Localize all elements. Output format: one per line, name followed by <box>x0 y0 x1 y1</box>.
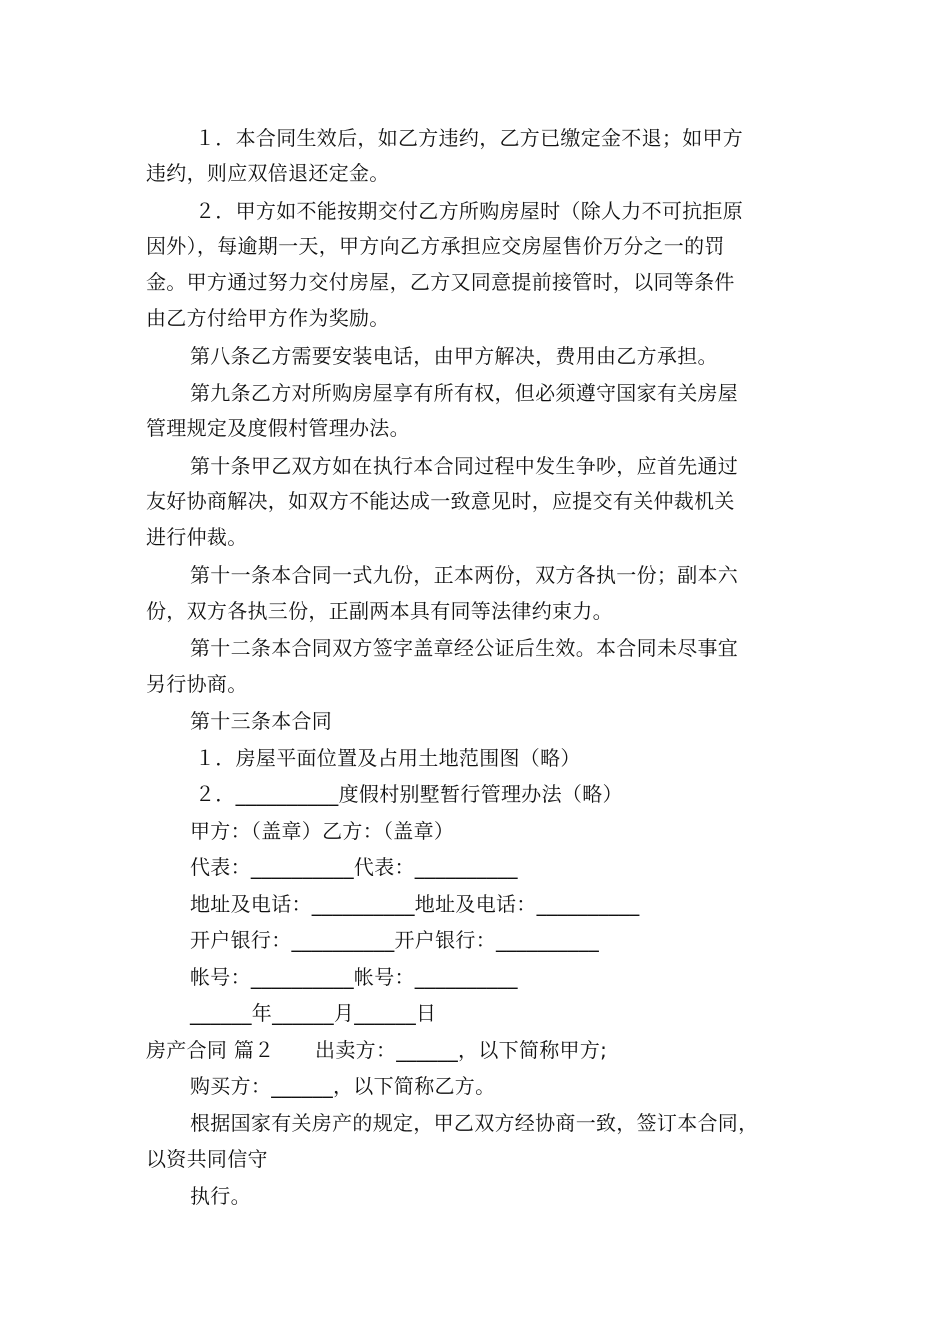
paragraph-line: 由乙方付给甲方作为奖励。 <box>146 306 390 330</box>
signature-line: 开户银行：__________开户银行：__________ <box>190 928 599 952</box>
section-heading-line: 房产合同 篇２ 出卖方：______，以下简称甲方; <box>146 1038 608 1062</box>
paragraph-line: ２．__________度假村别墅暂行管理办法（略） <box>195 782 623 806</box>
date-line: ______年______月______日 <box>190 1001 437 1025</box>
signature-line: 地址及电话：__________地址及电话：__________ <box>190 892 640 916</box>
paragraph-line: 违约，则应双倍退还定金。 <box>146 161 390 185</box>
paragraph-line: 第十三条本合同 <box>190 709 333 733</box>
paragraph-line: 进行仲裁。 <box>146 525 248 549</box>
paragraph-line: １．本合同生效后，如乙方违约，乙方已缴定金不退；如甲方 <box>195 126 744 150</box>
paragraph-line: 另行协商。 <box>146 672 248 696</box>
paragraph-line: 管理规定及度假村管理办法。 <box>146 416 410 440</box>
paragraph-line: 购买方：______，以下简称乙方。 <box>190 1074 496 1098</box>
paragraph-line: 第八条乙方需要安装电话，由甲方解决，费用由乙方承担。 <box>190 344 718 368</box>
paragraph-line: 第十条甲乙双方如在执行本合同过程中发生争吵，应首先通过 <box>190 454 739 478</box>
paragraph-line: 第十一条本合同一式九份，正本两份，双方各执一份；副本六 <box>190 563 739 587</box>
paragraph-line: ２．甲方如不能按期交付乙方所购房屋时（除人力不可抗拒原 <box>195 199 744 223</box>
paragraph-line: １．房屋平面位置及占用土地范围图（略） <box>195 746 581 770</box>
paragraph-line: 友好协商解决，如双方不能达成一致意见时，应提交有关仲裁机关 <box>146 489 735 513</box>
signature-line: 帐号：__________帐号：__________ <box>190 965 518 989</box>
paragraph-line: 以资共同信守 <box>146 1147 268 1171</box>
paragraph-line: 执行。 <box>190 1184 251 1208</box>
paragraph-line: 第九条乙方对所购房屋享有所有权，但必须遵守国家有关房屋 <box>190 381 739 405</box>
signature-line: 甲方：（盖章）乙方：（盖章） <box>190 819 455 843</box>
paragraph-line: 因外），每逾期一天，甲方向乙方承担应交房屋售价万分之一的罚 <box>146 234 725 258</box>
paragraph-line: 份，双方各执三份，正副两本具有同等法律约束力。 <box>146 599 613 623</box>
paragraph-line: 第十二条本合同双方签字盖章经公证后生效。本合同未尽事宜 <box>190 636 739 660</box>
paragraph-line: 根据国家有关房产的规定，甲乙双方经协商一致，签订本合同， <box>190 1111 759 1135</box>
paragraph-line: 金。甲方通过努力交付房屋，乙方又同意提前接管时，以同等条件 <box>146 270 735 294</box>
signature-line: 代表：__________代表：__________ <box>190 855 518 879</box>
